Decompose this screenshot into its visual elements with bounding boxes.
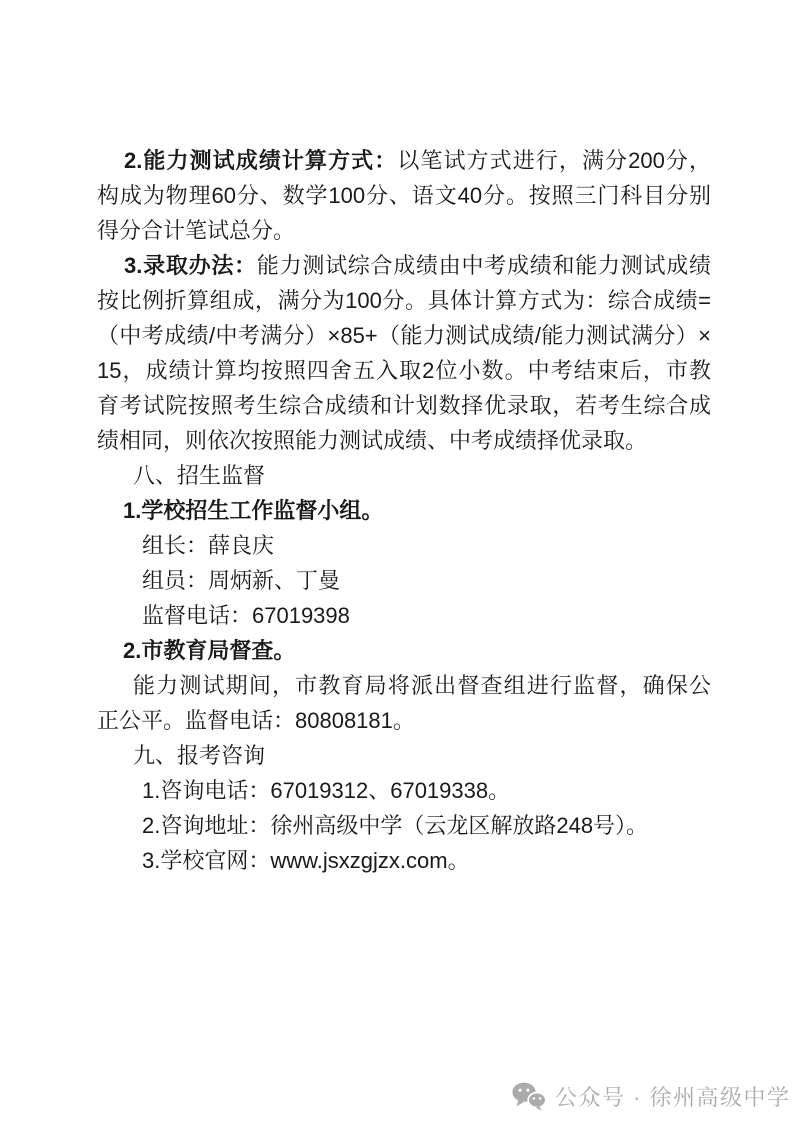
text-run: 能力测试综合成绩由中考成绩和能力测试成绩	[256, 253, 711, 278]
text-line	[97, 703, 711, 738]
bold-text-run: 2.能力测试成绩计算方式：	[124, 148, 398, 173]
text-run: 1.咨询电话：67019312、67019338。	[142, 778, 511, 803]
text-line	[97, 563, 711, 598]
text-run: 以笔试方式进行，满分200分，	[397, 148, 711, 173]
text-run: 能力测试期间，市教育局将派出督查组进行监督，确保公	[133, 673, 711, 698]
text-run: 监督电话：67019398	[142, 603, 350, 628]
text-run: 构成为物理60分、数学100分、语文40分。按照三门科目分别	[97, 183, 711, 208]
text-run: 得分合计笔试总分。	[97, 218, 296, 243]
text-line	[97, 458, 711, 493]
bold-text-run: 2.市教育局督查。	[123, 638, 296, 663]
bold-text-run: 3.录取办法：	[124, 253, 257, 278]
text-line	[97, 213, 711, 248]
bold-text-run: 1.学校招生工作监督小组。	[123, 498, 384, 523]
text-line	[97, 423, 711, 458]
text-run: 按比例折算组成，满分为100分。具体计算方式为：综合成绩=	[97, 288, 711, 313]
text-run: 育考试院按照考生综合成绩和计划数择优录取，若考生综合成	[97, 393, 711, 418]
text-run: 组长：薛良庆	[142, 533, 275, 558]
text-run: 15，成绩计算均按照四舍五入取2位小数。中考结束后，市教	[97, 358, 711, 383]
text-line	[97, 773, 711, 808]
text-run: 绩相同，则依次按照能力测试成绩、中考成绩择优录取。	[97, 428, 648, 453]
text-run: 2.咨询地址：徐州高级中学（云龙区解放路248号）。	[142, 813, 649, 838]
text-line	[97, 318, 711, 353]
text-line	[97, 248, 711, 283]
watermark-text: 公众号 · 徐州高级中学	[555, 1084, 791, 1110]
text-line	[97, 633, 711, 668]
text-line	[97, 493, 711, 528]
text-line	[97, 668, 711, 703]
text-line	[97, 143, 711, 178]
text-run: 九、报考咨询	[133, 743, 266, 768]
text-line	[97, 808, 711, 843]
text-line	[97, 598, 711, 633]
text-run: 正公平。监督电话：80808181。	[97, 708, 415, 733]
text-run: 组员：周炳新、丁曼	[142, 568, 341, 593]
text-line	[97, 388, 711, 423]
text-run: 八、招生监督	[133, 463, 266, 488]
text-line	[97, 283, 711, 318]
text-run: 3.学校官网：www.jsxzgjzx.com。	[142, 848, 470, 873]
wechat-watermark	[512, 1079, 791, 1113]
text-run: （中考成绩/中考满分）×85+（能力测试成绩/能力测试满分）×	[97, 323, 711, 348]
document-body	[97, 143, 711, 878]
text-line	[97, 528, 711, 563]
text-line	[97, 178, 711, 213]
text-line	[97, 843, 711, 878]
wechat-icon	[512, 1082, 546, 1111]
text-line	[97, 738, 711, 773]
text-line	[97, 353, 711, 388]
